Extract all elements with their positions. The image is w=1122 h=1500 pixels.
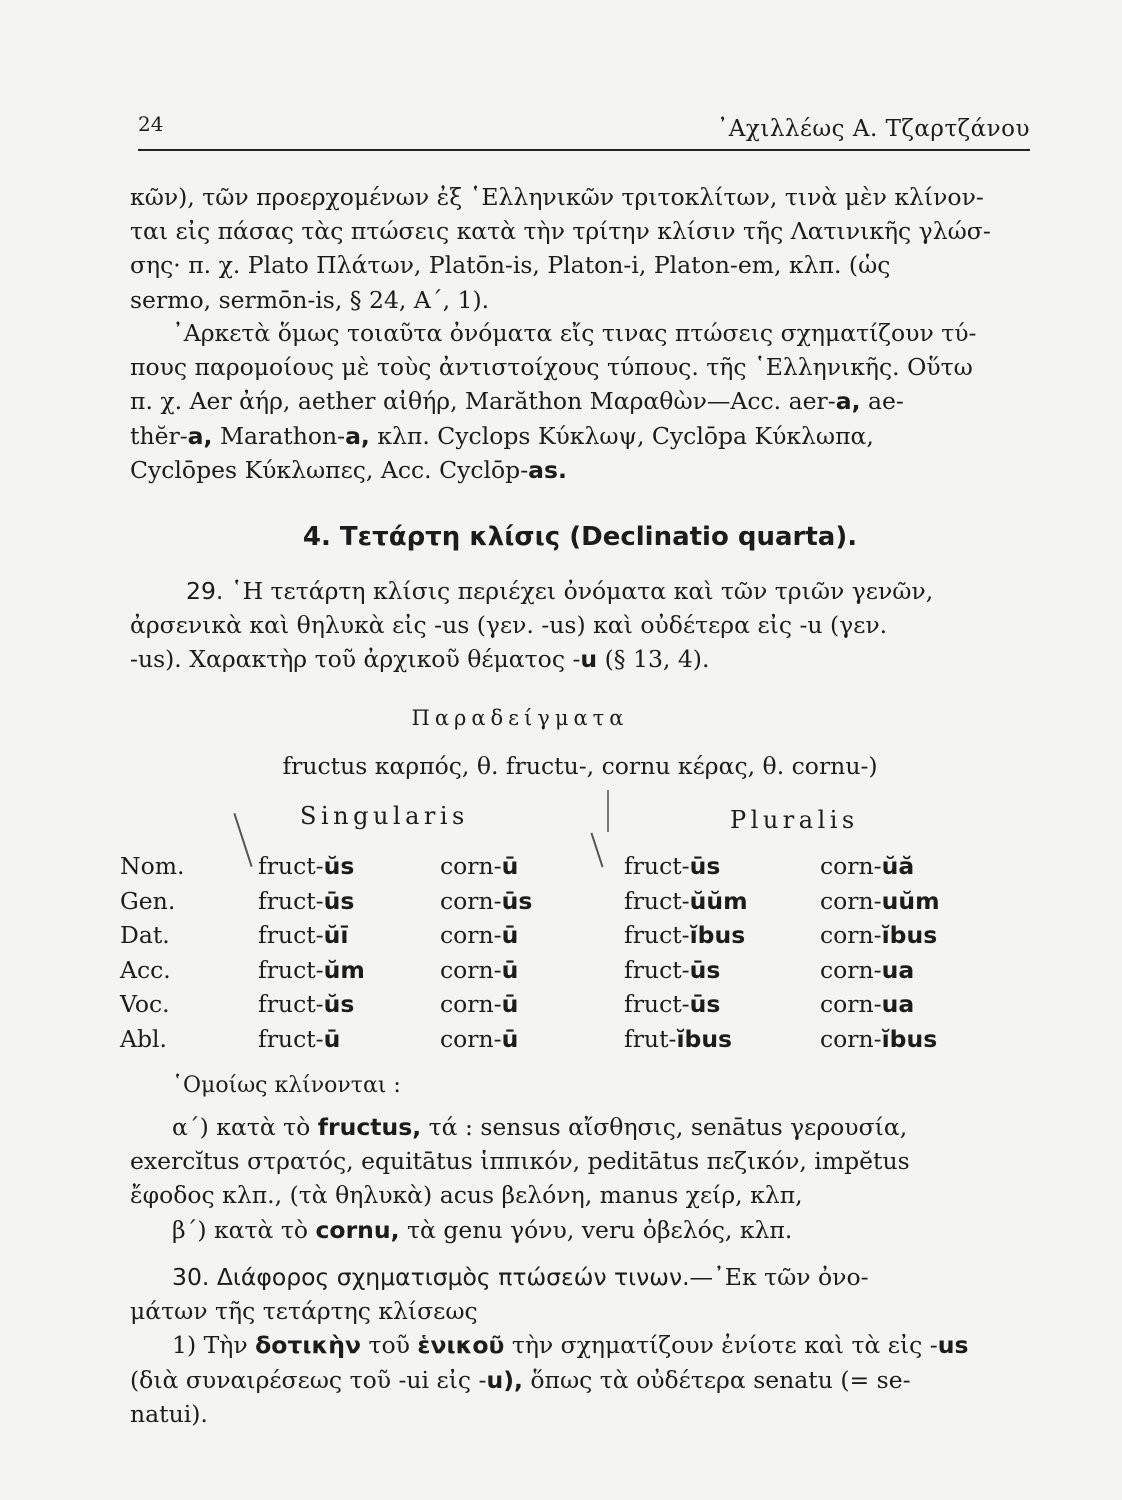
declension-row [120,921,1000,956]
form-s2 [440,990,624,1025]
form-p1 [624,887,820,922]
stem: corn- [440,1024,502,1053]
form-p2 [820,1025,1000,1060]
page-number: 24 [138,112,164,136]
declension-row [120,1025,1000,1060]
ending: ŭŭm [689,886,748,915]
form-s1 [258,990,440,1025]
text-line: 1) Τὴν δοτικὴν τοῦ ἑνικοῦ τὴν σχηματίζουν ἐνίοτε καὶ τὰ εἰς -us [172,1331,969,1360]
stem: fruct- [258,886,324,915]
stem: fruct- [624,886,690,915]
text-line: ἔφοδος κλπ., (τὰ θηλυκὰ) acus βελόνη, manus χείρ, κλπ, [130,1181,803,1210]
stem: corn- [820,852,882,880]
form-s2 [440,1025,624,1060]
section-heading: 4. Τετάρτη κλίσις (Declinatio quarta). [302,522,858,552]
page-header [138,108,1030,148]
form-p2 [820,887,1000,922]
text-line: πους παρομοίους μὲ τοὺς ἀντιστοίχους τύπους. τῆς ῾Ελληνικῆς. Οὕτω [130,353,973,382]
form-p1 [624,921,820,956]
form-s1 [258,887,440,922]
form-p2 [820,852,1000,887]
text-line: 30. Διάφορος σχηματισμὸς πτώσεών τινων.—᾿Εκ τῶν ὀνο- [172,1263,869,1291]
form-s2 [440,887,624,922]
stem: fruct- [624,955,690,984]
stem: fruct- [258,852,324,880]
stem: corn- [820,955,882,984]
case-label: Nom. [120,852,185,880]
stem: corn- [440,955,502,984]
pluralis-heading: Pluralis [730,806,859,834]
declension-row [120,887,1000,922]
text-line: σης· π. χ. Plato Πλάτων, Platōn-is, Platon-i, Platon-em, κλπ. (ὡς [130,251,891,280]
text-line: natui). [130,1399,208,1428]
ending: ŭī [323,921,349,949]
ending: ŭă [881,852,915,880]
declension-row [120,852,1000,887]
text-line: α΄) κατὰ τὸ fructus, τά : sensus αἴσθησις, senātus γερουσία, [172,1113,908,1141]
form-s1 [258,1025,440,1060]
stem: fruct- [258,921,324,949]
stem: corn- [820,990,882,1018]
case-label: Voc. [120,990,170,1018]
text-line: π. χ. Aer ἀήρ, aether αἰθήρ, Marăthon Μαραθὼν—Acc. aer-a, ae- [130,387,904,416]
form-s1 [258,921,440,956]
case-label: Gen. [120,886,176,915]
form-p2 [820,990,1000,1025]
stem: corn- [440,886,502,915]
stem: corn- [820,1024,882,1053]
form-s2 [440,921,624,956]
paragraph-29 [130,574,1030,677]
ending: ua [881,990,915,1018]
ending: ŭm [323,955,365,984]
paragraph-greek-loans [130,316,1030,487]
case-label: Dat. [120,921,170,949]
form-p1 [624,852,820,887]
ending: ŭs [323,852,355,880]
stem: fruct- [258,955,324,984]
text-line: ται εἰς πάσας τὰς πτώσεις κατὰ τὴν τρίτην κλίσιν τῆς Λατινικῆς γλώσ- [130,217,991,246]
header-rule [138,149,1030,151]
stem: frut- [624,1024,677,1053]
examples-stems: fructus καρπός, θ. fructu-, cornu κέρας, θ. cornu-) [282,752,878,780]
ending: ū [501,955,519,984]
form-p1 [624,990,820,1025]
stem: fruct- [258,990,324,1018]
form-s1 [258,956,440,991]
ending: ūs [689,990,721,1018]
form-s2 [440,852,624,887]
ending: ŭs [323,990,355,1018]
stem: corn- [440,852,502,880]
ending: ūs [689,852,721,880]
declension-table-body [120,852,1000,1059]
form-s1 [258,852,440,887]
declension-row [120,990,1000,1025]
ending: ūs [689,955,721,984]
ending: ū [501,921,519,949]
examples-title: Παραδείγματα [411,706,629,730]
stem: corn- [820,921,882,949]
form-s2 [440,956,624,991]
paragraph-30 [130,1260,1030,1431]
pen-mark [607,790,609,832]
text-line: ἀρσενικὰ καὶ θηλυκὰ εἰς -us (γεν. -us) καὶ οὐδέτερα εἰς -u (γεν. [130,611,888,640]
text-line: κῶν), τῶν προερχομένων ἐξ ῾Ελληνικῶν τριτοκλίτων, τινὰ μὲν κλίνον- [130,183,984,211]
text-line: β΄) κατὰ τὸ cornu, τὰ genu γόνυ, veru ὀβελός, κλπ. [172,1215,793,1244]
ending: ūs [501,886,533,915]
stem: corn- [820,886,882,915]
stem: fruct- [624,921,690,949]
text-line: μάτων τῆς τετάρτης κλίσεως [130,1297,478,1326]
similarly-declined-label: ῾Ομοίως κλίνονται : [172,1073,401,1098]
declension-table [120,852,1000,1059]
text-line: 29. ῾Η τετάρτη κλίσις περιέχει ὀνόματα καὶ τῶν τριῶν γενῶν, [186,577,934,605]
ending: ū [501,1024,519,1053]
paragraph-number: 29. [186,577,224,605]
text-line: exercĭtus στρατός, equitātus ἱππικόν, peditātus πεζικόν, impĕtus [130,1147,910,1176]
case-label: Acc. [120,955,171,984]
text-line: -us). Χαρακτὴρ τοῦ ἀρχικοῦ θέματος -u (§ 13, 4). [130,645,710,674]
ending: ū [501,852,519,880]
paragraph-continuation [130,180,1030,317]
case-label: Abl. [120,1024,167,1053]
ending: ū [323,1024,341,1053]
ending: ĭbus [881,1024,938,1053]
ending: ūs [323,886,355,915]
form-p2 [820,921,1000,956]
text-line: ᾿Αρκετὰ ὅμως τοιαῦτα ὀνόματα εἴς τινας πτώσεις σχηματίζουν τύ- [172,319,977,347]
stem: corn- [440,990,502,1018]
ending: ua [881,955,915,984]
text-line: Cyclōpes Κύκλωπες, Acc. Cyclōp-as. [130,455,567,484]
text-line: thĕr-a, Marathon-a, κλπ. Cyclops Κύκλωψ, Cyclōpa Κύκλωπα, [130,421,874,450]
singularis-heading: Singularis [300,802,469,830]
ending: uŭm [881,886,940,915]
stem: fruct- [624,990,690,1018]
stem: fruct- [624,852,690,880]
form-p2 [820,956,1000,991]
form-p1 [624,1025,820,1060]
paragraph-similar-nouns [130,1110,1030,1247]
text-line: sermo, sermōn-is, § 24, Α΄, 1). [130,285,490,314]
form-p1 [624,956,820,991]
ending: ĭbus [689,921,746,949]
ending: ū [501,990,519,1018]
stem: corn- [440,921,502,949]
ending: ĭbus [881,921,938,949]
declension-row [120,956,1000,991]
ending: ĭbus [676,1024,733,1053]
section-30-title: 30. Διάφορος σχηματισμὸς πτώσεών τινων. [172,1263,690,1291]
running-head: ᾿Αχιλλέως Α. Τζαρτζάνου [716,116,1030,142]
stem: fruct- [258,1024,324,1053]
text-line: (διὰ συναιρέσεως τοῦ -ui εἰς -u), ὅπως τὰ οὐδέτερα senatu (= se- [130,1365,911,1394]
